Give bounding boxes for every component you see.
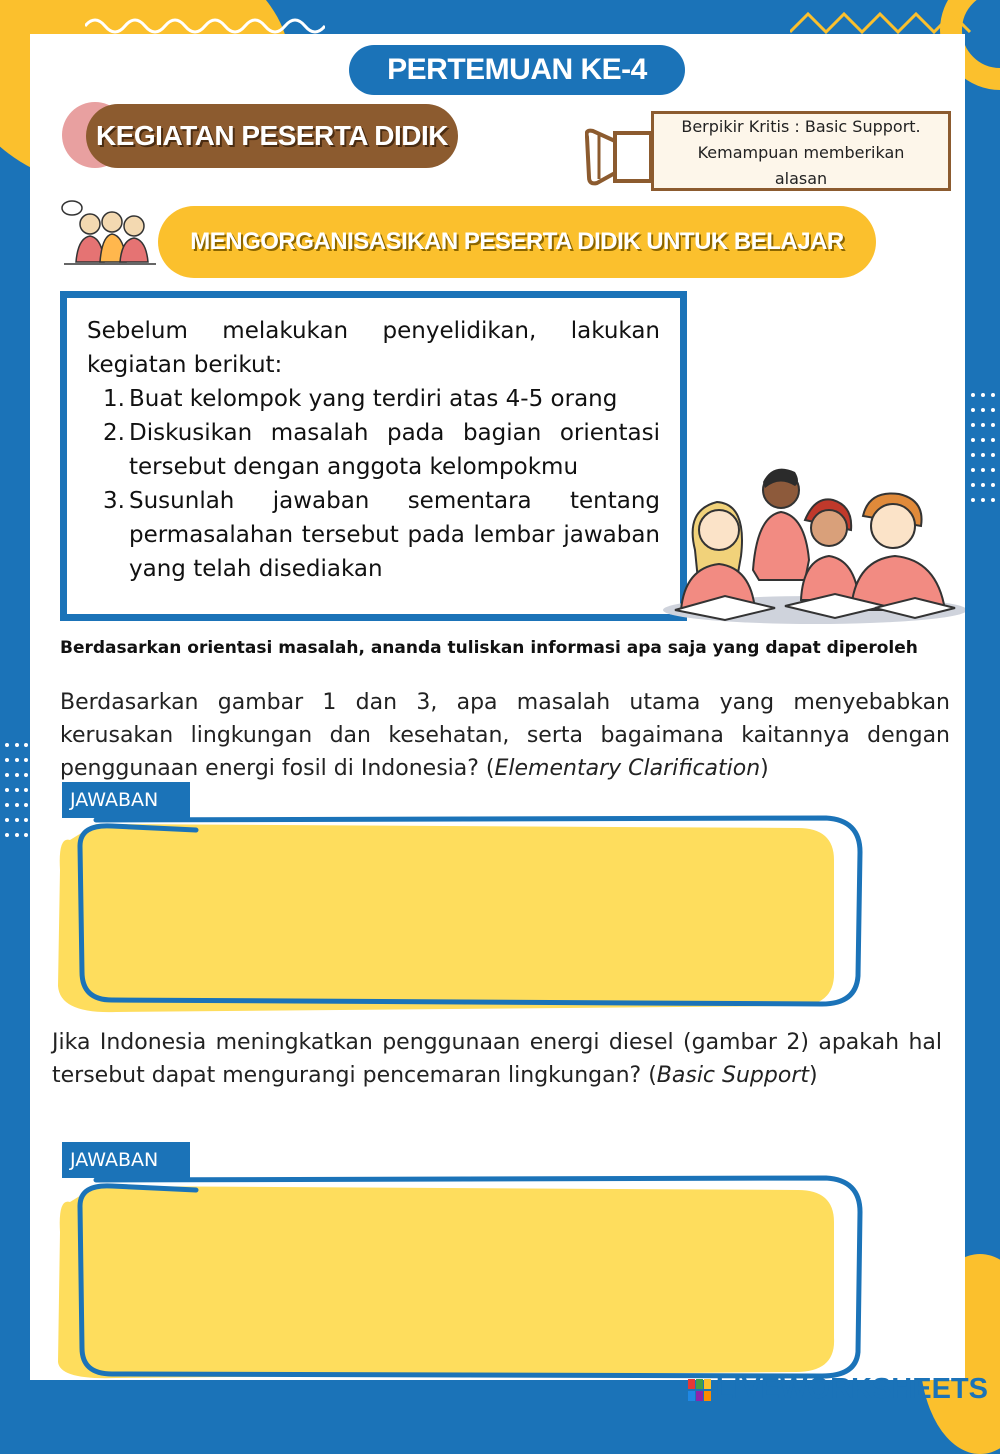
skill-line: Berpikir Kritis : Basic Support.: [681, 117, 921, 136]
step-number: 2.: [103, 420, 125, 446]
answer-label: JAWABAN: [62, 782, 190, 818]
step-text: Susunlah jawaban sementara tentang permasalahan tersebut pada lembar jawaban yang telah disediakan: [129, 488, 660, 582]
dots-decoration: [968, 390, 998, 570]
question-level: Elementary Clarification: [494, 756, 761, 781]
meeting-title: PERTEMUAN KE-4: [349, 45, 685, 95]
instructions-box: [60, 291, 687, 621]
skill-line: alasan: [774, 169, 828, 188]
task-prompt: Berdasarkan orientasi masalah, ananda tuliskan informasi apa saja yang dapat diperoleh: [60, 638, 918, 658]
question-close: ): [760, 756, 769, 781]
answer-label: JAWABAN: [62, 1142, 190, 1178]
question-text: Berdasarkan gambar 1 dan 3, apa masalah utama yang menyebabkan kerusakan lingkungan dan kesehatan, serta bagaimana kaitannya dengan penggunaan energi fosil di Indonesia? (: [60, 690, 950, 781]
question-level: Basic Support: [656, 1063, 809, 1088]
answer-area-2[interactable]: [56, 1162, 866, 1380]
dots-decoration: [2, 740, 30, 880]
step-number: 1.: [103, 386, 125, 412]
list-item: [87, 484, 660, 586]
question-2: [52, 1026, 942, 1092]
list-item: [87, 382, 660, 416]
step-number: 3.: [103, 488, 125, 514]
activity-title: KEGIATAN PESERTA DIDIK: [86, 104, 458, 168]
liveworksheets-logo[interactable]: [688, 1374, 988, 1404]
skill-box: [651, 111, 951, 191]
instructions-intro: Sebelum melakukan penyelidikan, lakukan kegiatan berikut:: [87, 318, 660, 378]
list-item: [87, 416, 660, 484]
step-text: Diskusikan masalah pada bagian orientasi tersebut dengan anggota kelompokmu: [129, 420, 660, 480]
brand-name: LIVEWORKSHEETS: [715, 1373, 988, 1405]
step-text: Buat kelompok yang terdiri atas 4-5 orang: [129, 386, 618, 412]
students-studying-illustration: [655, 460, 965, 625]
question-close: ): [809, 1063, 818, 1088]
section-title: MENGORGANISASIKAN PESERTA DIDIK UNTUK BELAJAR: [158, 206, 876, 278]
answer-area-1[interactable]: [56, 800, 866, 1020]
group-discussion-icon: [60, 198, 160, 268]
skill-line: Kemampuan memberikan: [697, 143, 905, 162]
liveworksheets-logo-icon: [688, 1379, 712, 1401]
question-1: [60, 686, 950, 785]
question-text: Jika Indonesia meningkatkan penggunaan energi diesel (gambar 2) apakah hal tersebut dapat mengurangi pencemaran lingkungan? (: [52, 1030, 942, 1088]
instructions-list: [87, 382, 660, 586]
wave-decoration: [85, 10, 325, 34]
binder-clip-icon: [585, 127, 655, 187]
